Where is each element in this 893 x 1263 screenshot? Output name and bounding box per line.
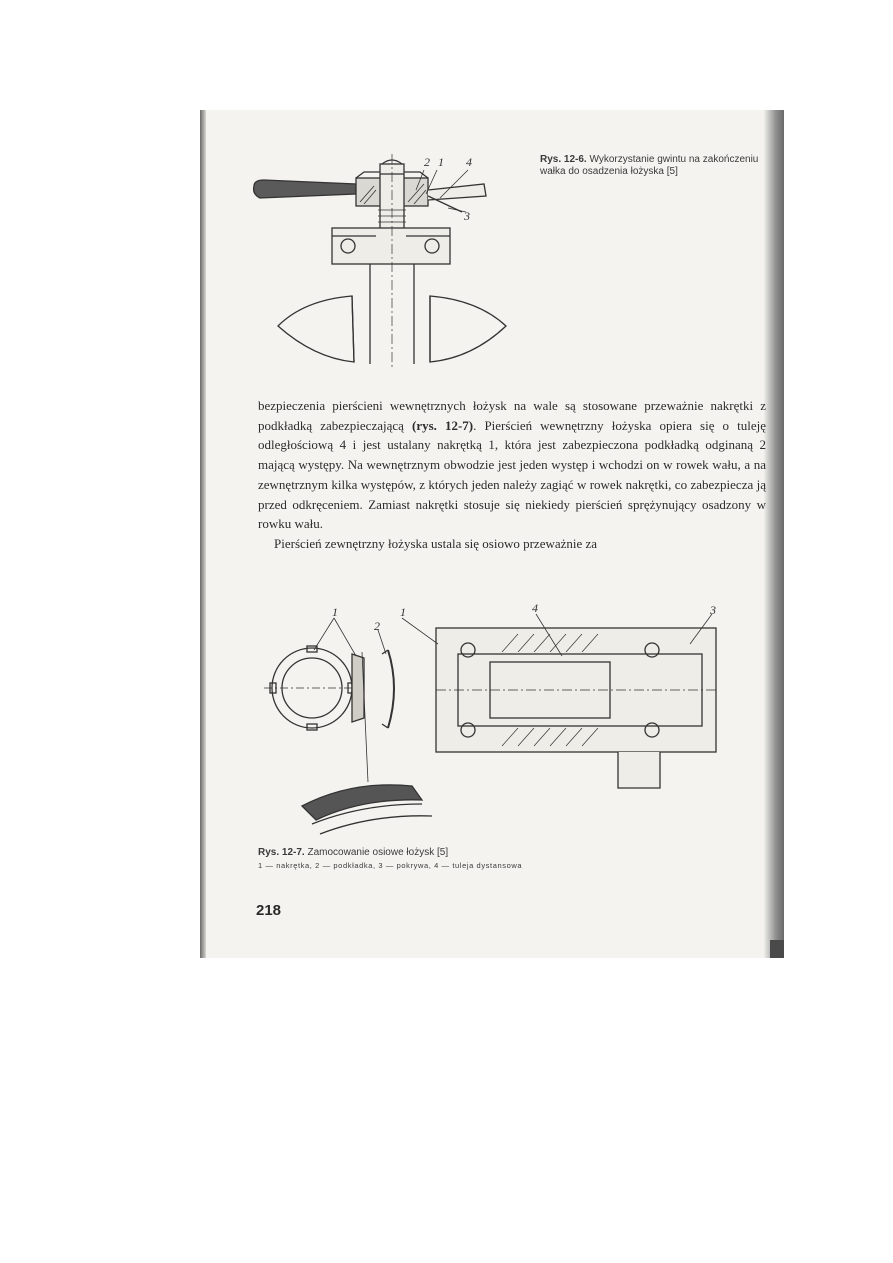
fig6-label-4: 4 <box>466 155 472 169</box>
fig7-label-4: 4 <box>532 604 538 615</box>
figure-12-7-svg <box>262 604 722 840</box>
figure-12-6-caption-number: Rys. 12-6. <box>540 154 587 165</box>
page-left-edge-shadow <box>200 110 206 958</box>
fig7-label-3: 3 <box>710 604 716 617</box>
body-paragraph-1 <box>258 396 766 534</box>
body-text <box>258 396 766 554</box>
figure-12-6-caption <box>540 154 760 178</box>
fig7-label-1-assembly: 1 <box>400 605 406 619</box>
figure-12-6-caption-text: Wykorzystanie gwintu na zakończeniu wałka do osadzenia łożyska [5] <box>540 154 759 177</box>
fig6-label-2: 2 <box>424 155 430 169</box>
figure-12-6-svg <box>244 150 534 378</box>
fig7-label-2-washer: 2 <box>374 619 380 633</box>
fig6-label-1: 1 <box>438 155 444 169</box>
figure-12-7-legend: 1 — nakrętka, 2 — podkładka, 3 — pokrywa, 4 — tuleja dystansowa <box>258 861 523 870</box>
figure-12-7-caption <box>258 846 688 872</box>
fig6-label-3: 3 <box>464 209 470 223</box>
page-corner-shadow <box>770 940 784 958</box>
figure-reference: (rys. 12-7) <box>411 417 474 433</box>
figure-12-7-caption-text: Zamocowanie osiowe łożysk [5] <box>307 847 449 858</box>
page-number: 218 <box>256 902 282 919</box>
figure-12-7-caption-line <box>258 846 688 859</box>
page-right-edge-shadow <box>764 110 784 958</box>
fig7-label-1-nut: 1 <box>332 605 338 619</box>
body-paragraph-2: Pierścień zewnętrzny łożyska ustala się osiowo przeważnie za <box>274 535 598 551</box>
figure-12-7-caption-number: Rys. 12-7. <box>258 847 305 858</box>
figure-12-7-drawing <box>262 604 722 840</box>
figure-12-6-drawing <box>244 150 534 378</box>
body-paragraph-1-start: bezpieczenia pierścieni wewnętrznych łożysk na wale są stosowane przeważnie nakrętki z podkładką zabezpieczającą <box>258 398 766 433</box>
body-paragraph-1-rest: . Pierścień wewnętrzny łożyska opiera się o tuleję odległościową 4 i jest ustalany nakrętką 1, która jest zabezpieczona podkładką odginaną 2 mającą występy. Na wewnętrznym obwodzie jest jeden występ i wchodzi on w rowek wału, a na zewnętrznym kilka występów, z których jeden należy zagiąć w rowek nakrętki, co zabezpiecza ją przed odkręceniem. Zamiast nakrętki stosuje się niekiedy pierścień sprężynujący osadzony w rowku wału. <box>258 417 766 532</box>
